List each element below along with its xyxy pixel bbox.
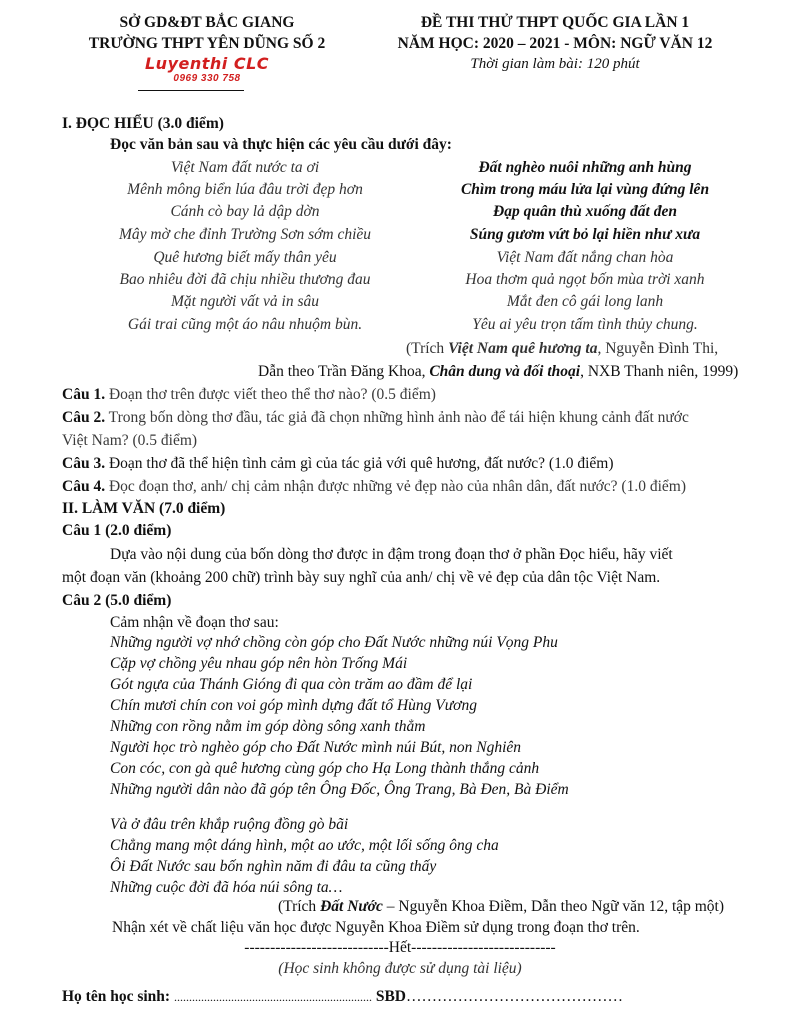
poem-right-line: Hoa thơm quả ngọt bốn mùa trời xanh (465, 271, 705, 288)
essay-question-2-intro: Cảm nhận về đoạn thơ sau: (110, 614, 279, 631)
poem2-line: Những con rồng nằm im góp dòng sông xanh thẳm (110, 718, 426, 735)
no-materials-note: (Học sinh không được sử dụng tài liệu) (278, 960, 522, 977)
poem2-line: Chín mươi chín con voi góp mình dựng đất tổ Hùng Vương (110, 697, 477, 714)
poem2-line: Và ở đâu trên khắp ruộng đồng gò bãi (110, 816, 349, 833)
poem2-source-title: Đất Nước (320, 898, 383, 915)
school-name: TRƯỜNG THPT YÊN DŨNG SỐ 2 (88, 35, 326, 52)
source-title: Việt Nam quê hương ta (448, 340, 598, 357)
source-book: Chân dung và đối thoại (429, 363, 581, 380)
poem-left-line: Quê hương biết mấy thân yêu (153, 249, 337, 266)
poem-right-bold-line: Đạp quân thù xuống đất đen (493, 203, 677, 220)
poem-left-line: Mây mờ che đỉnh Trường Sơn sớm chiều (118, 226, 372, 243)
exam-duration: Thời gian làm bài: 120 phút (470, 56, 640, 72)
poem-right-bold-line: Súng gươm vứt bỏ lại hiền như xưa (469, 226, 701, 243)
poem-left-line: Gái trai cũng một áo nâu nhuộm bùn. (127, 316, 363, 333)
exam-year-subject: NĂM HỌC: 2020 – 2021 - MÔN: NGỮ VĂN 12 (397, 35, 713, 52)
poem-right-bold-line: Chìm trong máu lửa lại vùng đứng lên (460, 181, 710, 198)
poem-left-line: Bao nhiêu đời đã chịu nhiều thương đau (119, 271, 371, 288)
poem2-line: Những cuộc đời đã hóa núi sông ta… (110, 879, 343, 896)
question-4: Câu 4. Đọc đoạn thơ, anh/ chị cảm nhận được những vẻ đẹp nào của nhân dân, đất nước? (1.0 điểm) (62, 478, 686, 495)
question-2: Câu 2. Trong bốn dòng thơ đầu, tác giả đã chọn những hình ảnh nào để tái hiện khung cảnh đất nước (62, 409, 689, 426)
essay-question-1-line: Dựa vào nội dung của bốn dòng thơ được in đậm trong đoạn thơ ở phần Đọc hiểu, hãy viết (110, 546, 673, 563)
essay-question-1-title: Câu 1 (2.0 điểm) (62, 522, 172, 539)
end-marker: ----------------------------Hết---------------------------- (244, 939, 556, 956)
poem2-line: Người học trò nghèo góp cho Đất Nước mình núi Bút, non Nghiên (110, 739, 522, 756)
header-divider (138, 90, 244, 91)
exam-title: ĐỀ THI THỬ THPT QUỐC GIA LẦN 1 (420, 14, 690, 31)
poem-right-line: Việt Nam đất nắng chan hòa (496, 249, 674, 266)
poem-left-line: Mênh mông biển lúa đâu trời đẹp hơn (127, 181, 363, 198)
sbd-label: SBD (371, 988, 406, 1005)
student-name-label: Họ tên học sinh: (62, 988, 174, 1005)
poem2-line: Con cóc, con gà quê hương cùng góp cho Hạ Long thành thắng cảnh (110, 760, 540, 777)
section2-title: II. LÀM VĂN (7.0 điểm) (62, 500, 226, 517)
logo-phone: 0969 330 758 (173, 73, 241, 84)
section1-instruction: Đọc văn bản sau và thực hiện các yêu cầu dưới đây: (110, 136, 452, 153)
poem2-line: Những người dân nào đã góp tên Ông Đốc, Ông Trang, Bà Đen, Bà Điểm (110, 781, 569, 798)
poem2-line: Ôi Đất Nước sau bốn nghìn năm đi đâu ta cũng thấy (110, 858, 437, 875)
header-exam-block (370, 12, 740, 74)
department-name: SỞ GD&ĐT BẮC GIANG (119, 14, 295, 31)
question-2-cont: Việt Nam? (0.5 điểm) (62, 432, 198, 449)
student-name-blank: .................................................................. (173, 990, 372, 1004)
poem2-source: (Trích Đất Nước – Nguyễn Khoa Điềm, Dẫn theo Ngữ văn 12, tập một) (278, 898, 725, 915)
poem2-line: Gót ngựa của Thánh Gióng đi qua còn trăm ao đầm để lại (110, 676, 473, 693)
essay-question-2-task: Nhận xét về chất liệu văn học được Nguyễn Khoa Điềm sử dụng trong đoạn thơ trên. (112, 919, 640, 936)
question-3: Câu 3. Đoạn thơ đã thể hiện tình cảm gì của tác giả với quê hương, đất nước? (1.0 điểm) (62, 455, 614, 472)
essay-question-1-line: một đoạn văn (khoảng 200 chữ) trình bày suy nghĩ của anh/ chị về vẻ đẹp của dân tộc Việt Nam. (62, 569, 661, 586)
poem-right-line: Mắt đen cô gái long lanh (506, 293, 664, 310)
sbd-blank: …………………………………… (406, 988, 623, 1005)
question-1: Câu 1. Đoạn thơ trên được viết theo thể thơ nào? (0.5 điểm) (62, 386, 436, 403)
header-school-block (62, 12, 352, 84)
student-info-line (62, 987, 623, 1007)
logo-name: Luyenthi CLC (144, 54, 270, 73)
poem2-line: Chẳng mang một dáng hình, một ao ước, một lối sống ông cha (110, 837, 499, 854)
poem-left-line: Cánh cò bay lả dập dờn (170, 203, 320, 220)
luyenthi-logo (142, 55, 272, 84)
poem2-line: Cặp vợ chồng yêu nhau góp nên hòn Trống Mái (110, 655, 408, 672)
poem-left-line: Mặt người vất vả in sâu (170, 293, 320, 310)
source-line-2: Dẫn theo Trần Đăng Khoa, Chân dung và đối thoại, NXB Thanh niên, 1999) (258, 363, 739, 380)
poem2-line: Những người vợ nhớ chồng còn góp cho Đất Nước những núi Vọng Phu (110, 634, 558, 651)
poem-right-bold-line: Đất nghèo nuôi những anh hùng (478, 159, 692, 176)
poem-right-line: Yêu ai yêu trọn tấm tình thủy chung. (472, 316, 698, 333)
section1-title: I. ĐỌC HIỂU (3.0 điểm) (62, 115, 224, 132)
poem-left-line: Việt Nam đất nước ta ơi (170, 159, 320, 176)
source-line-1: (Trích Việt Nam quê hương ta, Nguyễn Đình Thi, (406, 340, 719, 357)
essay-question-2-title: Câu 2 (5.0 điểm) (62, 592, 172, 609)
